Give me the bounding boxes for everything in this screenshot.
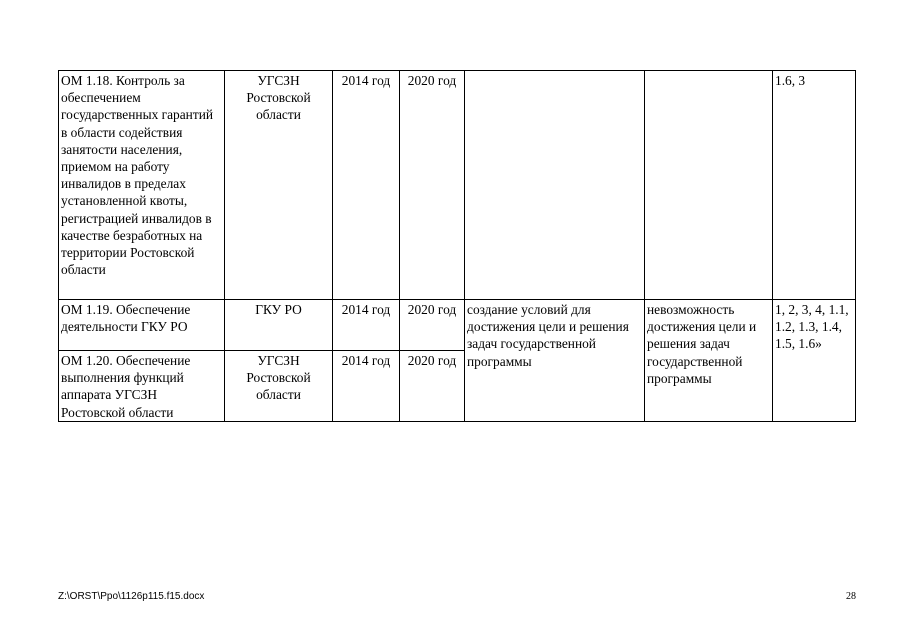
measure-cell: ОМ 1.20. Обеспечение выполнения функций аппарата УГСЗН Ростовской области [59,351,225,422]
executor-cell: ГКУ РО [225,300,333,351]
measure-cell: ОМ 1.18. Контроль за обеспечением государственных гарантий в области содействия занятости населения, приемом на работу инвалидов в пределах установленной квоты, регистрацией инвалидов в качестве безработных на территории Ростовской области [59,71,225,300]
start-year-cell: 2014 год [333,300,400,351]
consequence-cell: невозможность достижения цели и решения задач государственной программы [645,300,773,422]
result-cell: создание условий для достижения цели и решения задач государственной программы [465,300,645,422]
link-cell: 1.6, 3 [773,71,856,300]
executor-cell: УГСЗН Ростовской области [225,71,333,300]
footer-file-path: Z:\ORST\Ppo\1126p115.f15.docx [58,591,205,602]
table-row [59,300,856,351]
measures-table [58,70,856,422]
measure-cell: ОМ 1.19. Обеспечение деятельности ГКУ РО [59,300,225,351]
table-row [59,71,856,300]
consequence-cell [645,71,773,300]
executor-cell: УГСЗН Ростовской области [225,351,333,422]
end-year-cell: 2020 год [400,71,465,300]
result-cell [465,71,645,300]
link-cell: 1, 2, 3, 4, 1.1, 1.2, 1.3, 1.4, 1.5, 1.6» [773,300,856,422]
end-year-cell: 2020 год [400,351,465,422]
end-year-cell: 2020 год [400,300,465,351]
footer-page-number: 28 [846,591,856,602]
start-year-cell: 2014 год [333,351,400,422]
start-year-cell: 2014 год [333,71,400,300]
